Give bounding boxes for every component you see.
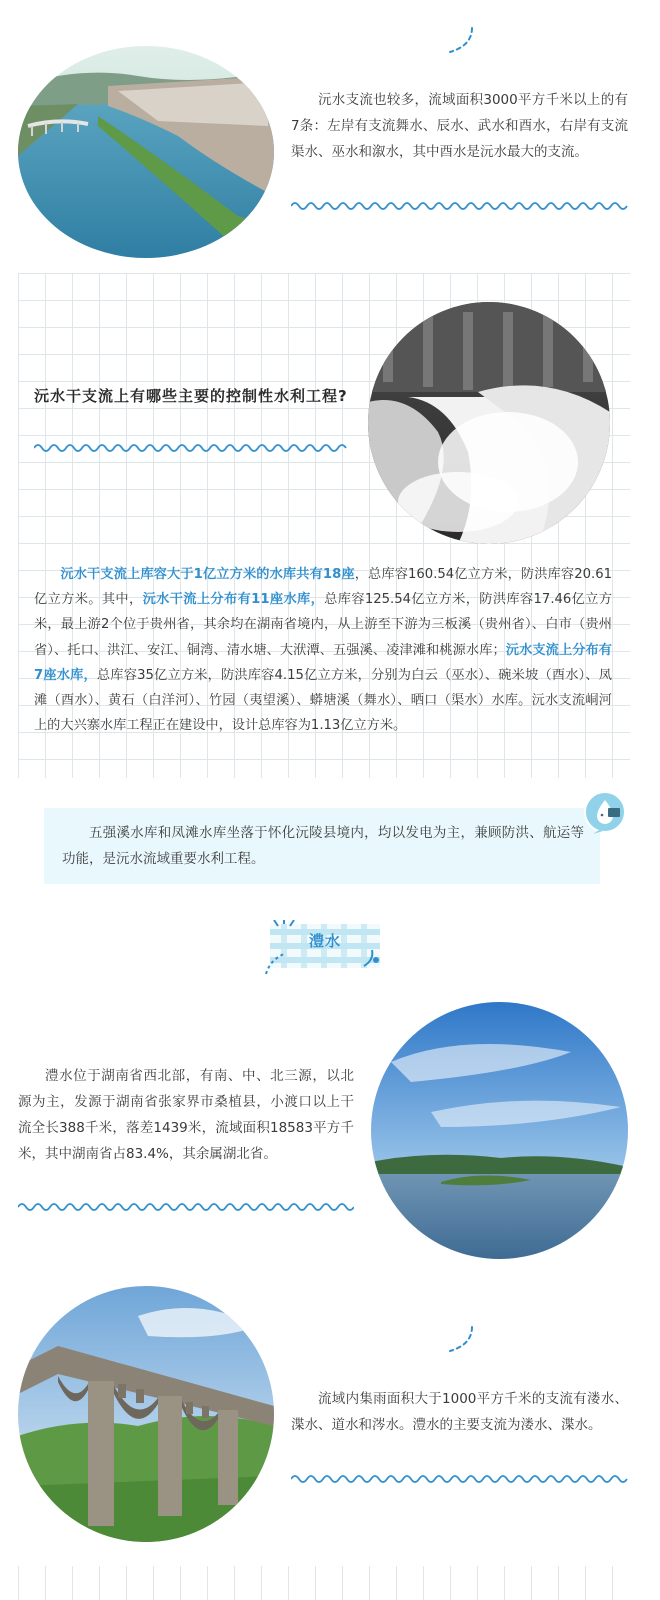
- highlight-text: 沅水支流上分布有7座水库，: [34, 642, 612, 683]
- wave-divider: [18, 1199, 354, 1211]
- lishui-paragraph: 澧水位于湖南省西北部，有南、中、北三源，以北源为主，发源于湖南省张家界市桑植县，小渡口以上干流全长388千米，落差1439米，流域面积18583平方千米，其中湖南省占83.4%，其余属湖北省。: [18, 1068, 354, 1162]
- section-title-block: [264, 920, 386, 976]
- river-town-photo: [18, 46, 274, 258]
- dam-spillway-photo: [368, 302, 610, 544]
- highlight-text: 沅水干支流上库容大于1亿立方米的水库共有18座: [60, 567, 355, 582]
- decor-dash-icon: [446, 26, 476, 60]
- grid-bottom-edge: [18, 1566, 630, 1600]
- body-text: 总库容35亿立方米，防洪库容4.15亿立方米，分别为白云（巫水）、碗米坡（酉水）、凤滩（酉水）、黄石（白洋河）、竹园（夷望溪）、蟒塘溪（舞水）、晒口（渠水）水库。沅水支流峒河上的大兴寨水库工程正在建设中，设计总库容为1.13亿立方米。: [34, 667, 612, 734]
- tributary-paragraph: 流域内集雨面积大于1000平方千米的支流有溇水、渫水、道水和涔水。澧水的主要支流为溇水、渫水。: [291, 1391, 628, 1433]
- section1-paragraph: 沅水支流也较多，流域面积3000平方千米以上的有7条：左岸有支流舞水、辰水、武水和酉水，右岸有支流渠水、巫水和溆水，其中酉水是沅水最大的支流。: [291, 92, 628, 160]
- body-text: ，总库容160.54亿立方米，防洪库容20.61亿立方米。其中，: [34, 567, 612, 608]
- water-drop-badge-icon: [583, 790, 627, 834]
- decor-dash-icon: [446, 1325, 476, 1359]
- wave-divider: [291, 198, 629, 210]
- section-title: 澧水: [308, 932, 341, 950]
- question-heading: 沅水干支流上有哪些主要的控制性水利工程?: [34, 387, 348, 405]
- wave-divider: [291, 1471, 629, 1483]
- body-text: 总库容125.54亿立方米，防洪库容17.46亿立方米，最上游2个位于贵州省，其余均在湖南省境内，从上游至下游为三板溪（贵州省）、白市（贵州省）、托口、洪江、安江、铜湾、清水塘、大洑潭、五强溪、凌津滩和桃源水库；: [34, 592, 613, 658]
- stone-aqueduct-photo: [18, 1286, 274, 1542]
- wave-divider: [34, 440, 352, 452]
- reservoir-paragraph: [34, 562, 612, 738]
- lake-sky-photo: [371, 1002, 628, 1259]
- note-box: [44, 808, 600, 884]
- note-text: 五强溪水库和凤滩水库坐落于怀化沅陵县境内，均以发电为主，兼顾防洪、航运等功能，是沅水流域重要水利工程。: [62, 825, 584, 867]
- highlight-text: 沅水干流上分布有11座水库，: [142, 592, 325, 608]
